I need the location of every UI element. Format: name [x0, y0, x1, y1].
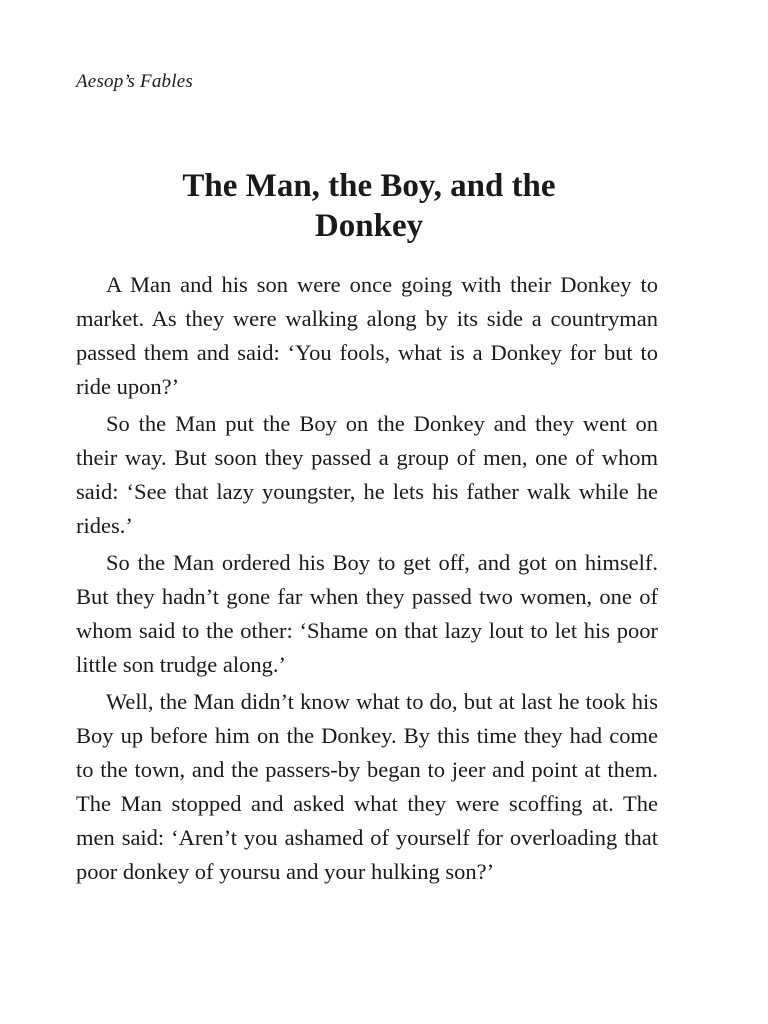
paragraph-4: Well, the Man didn’t know what to do, but at last he took his Boy up before him on the Donkey. By this time they had come to the town, and the passers-by began to jeer and point at them. The Man stopped and asked what they were scoffing at. The men said: ‘Aren’t you ashamed of yourself for overloading that poor donkey of yoursu and your hulking son?’ — [76, 689, 658, 884]
running-head: Aesop’s Fables — [76, 71, 193, 92]
paragraph-3: So the Man ordered his Boy to get off, and got on himself. But they hadn’t gone far when they passed two women, one of whom said to the other: ‘Shame on that lazy lout to let his poor little son trudge along.’ — [76, 550, 658, 677]
paragraph-1: A Man and his son were once going with their Donkey to market. As they were walking along by its side a countryman passed them and said: ‘You fools, what is a Donkey for but to ride upon?’ — [76, 272, 658, 399]
chapter-title-line-1: The Man, the Boy, and the — [182, 168, 556, 204]
body-text — [76, 268, 658, 892]
paragraph-2: So the Man put the Boy on the Donkey and they went on their way. But soon they passed a group of men, one of whom said: ‘See that lazy youngster, he lets his father walk while he rides.’ — [76, 411, 658, 538]
chapter-title-line-2: Donkey — [314, 208, 424, 244]
chapter-title — [76, 166, 662, 246]
